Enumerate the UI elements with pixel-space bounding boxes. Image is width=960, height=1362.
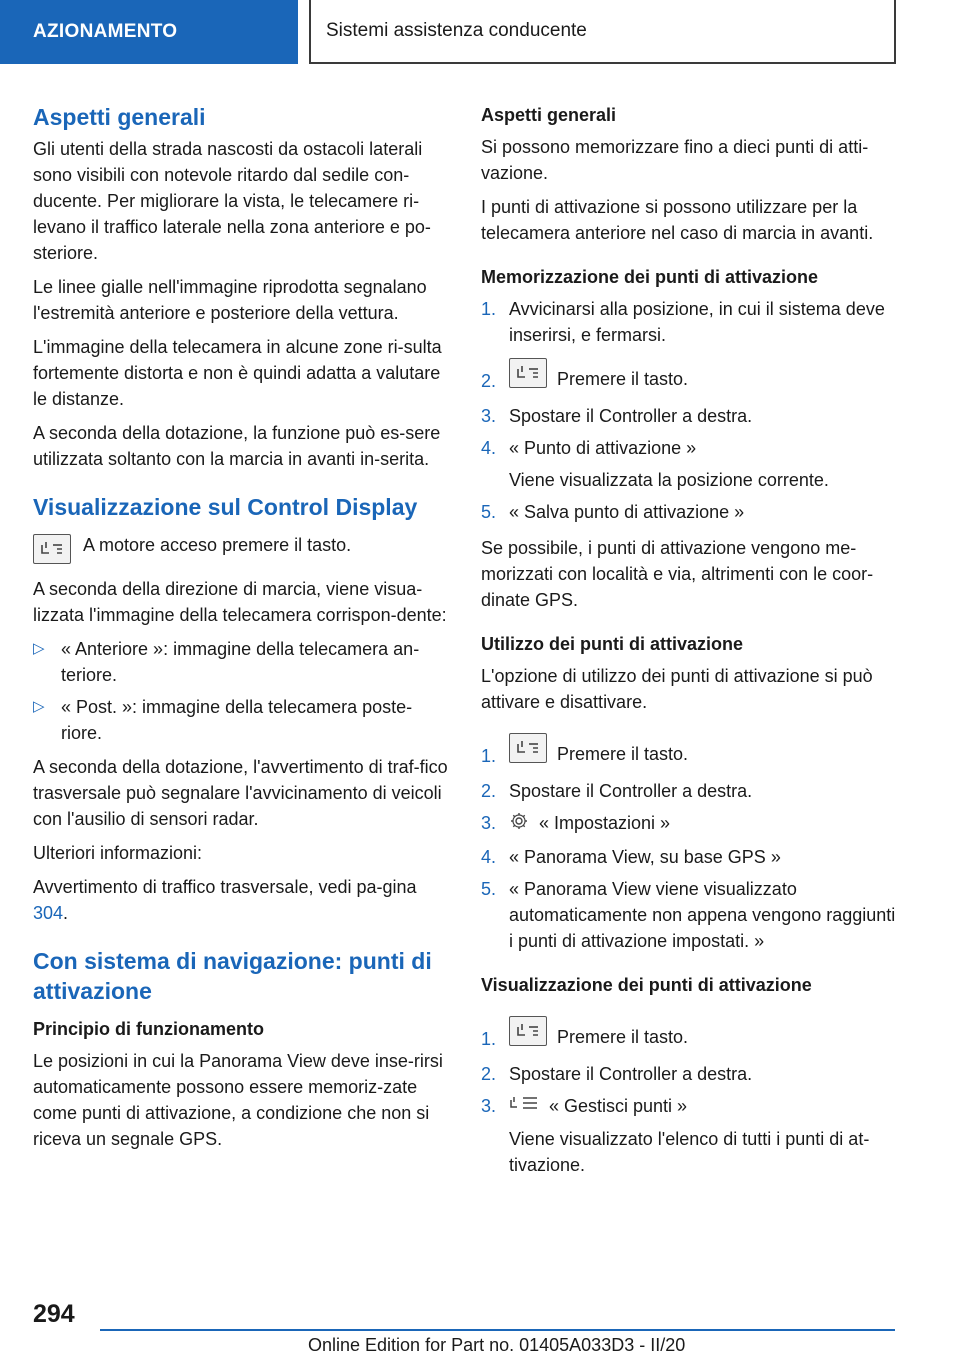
- list-item: ▷ « Anteriore »: immagine della telecamera an-teriore.: [33, 636, 449, 688]
- paragraph: I punti di attivazione si possono utilizzare per la telecamera anteriore nel caso di marcia in avanti.: [481, 197, 874, 243]
- heading-store-points: Memorizzazione dei punti di attivazione: [481, 267, 819, 287]
- header-section-tab: [0, 0, 298, 64]
- camera-button-icon: [509, 733, 547, 763]
- footer-edition: Online Edition for Part no. 01405A033D3 - II/20: [308, 1335, 686, 1355]
- step-item: 2. Spostare il Controller a destra.: [481, 1063, 753, 1084]
- step-item: 4. « Punto di attivazione » Viene visualizzata la posizione corrente.: [481, 438, 829, 490]
- header-chapter-label: Sistemi assistenza conducente: [326, 20, 587, 41]
- camera-button-icon: [509, 1016, 547, 1046]
- step-item: 5. « Panorama View viene visualizzato automaticamente non appena vengono raggiunti i punti di attivazione impostati. »: [481, 878, 896, 951]
- step-item: 2. Spostare il Controller a destra.: [481, 781, 753, 801]
- heading-control-display: Visualizzazione sul Control Display: [33, 494, 418, 520]
- camera-list-icon: [509, 1094, 539, 1120]
- step-item: 1. Avvicinarsi alla posizione, in cui il sistema deve inserirsi, e fermarsi.: [481, 299, 885, 345]
- use-steps-list: [481, 733, 897, 954]
- paragraph: Le posizioni in cui la Panorama View deve inse-rirsi automaticamente possono essere memoriz-zate come punti di attivazione, a condizione che non si riceva un segnale GPS.: [33, 1051, 443, 1149]
- paragraph: A seconda della direzione di marcia, viene visua-lizzata l'immagine della telecamera corrispon-dente:: [33, 579, 447, 625]
- triangle-bullet-icon: ▷: [33, 698, 45, 715]
- heading-general-right: Aspetti generali: [481, 105, 617, 125]
- header-section-label: AZIONAMENTO: [33, 21, 178, 42]
- footer-divider: [100, 1329, 895, 1331]
- button-instruction-text: A motore acceso premere il tasto.: [83, 535, 352, 555]
- paragraph: Se possibile, i punti di attivazione vengono me-morizzati con località e via, altrimenti con le coor-dinate GPS.: [481, 538, 874, 610]
- heading-general: Aspetti generali: [33, 104, 206, 130]
- paragraph: Si possono memorizzare fino a dieci punti di atti-vazione.: [481, 137, 869, 183]
- camera-button-icon: [509, 358, 547, 388]
- heading-use-points: Utilizzo dei punti di attivazione: [481, 634, 744, 654]
- paragraph: A seconda della dotazione, la funzione può es-sere utilizzata soltanto con la marcia in avanti in-serita.: [33, 423, 441, 469]
- list-item: ▷ « Post. »: immagine della telecamera poste-riore.: [33, 694, 449, 746]
- paragraph: Gli utenti della strada nascosti da ostacoli laterali sono visibili con notevole ritardo dal sedile con-ducente. Per migliorare la vista, le telecamere ri-levano il traffico laterale nella zona anteriore e po-steriore.: [33, 139, 431, 263]
- right-column: [481, 102, 897, 1188]
- step-item: 4. « Panorama View, su base GPS »: [481, 846, 781, 867]
- store-steps-list: [481, 296, 897, 525]
- paragraph: Ulteriori informazioni:: [33, 843, 203, 863]
- heading-navigation-points: Con sistema di navigazione: punti di attivazione: [33, 948, 432, 1004]
- paragraph-with-reference: Avvertimento di traffico trasversale, vedi pa-gina 304.: [33, 877, 417, 923]
- heading-principle: Principio di funzionamento: [33, 1019, 264, 1039]
- camera-button-icon: [33, 534, 71, 564]
- step-item: 1. Premere il tasto.: [481, 1016, 897, 1053]
- camera-options-list: [33, 636, 449, 746]
- paragraph: A seconda della dotazione, l'avvertimento di traf-fico trasversale può segnalare l'avvicinamento di veicoli con l'ausilio di sensori radar.: [33, 757, 448, 829]
- page-number: 294: [33, 1300, 75, 1328]
- paragraph: Le linee gialle nell'immagine riprodotta segnalano l'estremità anteriore e posteriore della vettura.: [33, 277, 427, 323]
- page-reference-link[interactable]: 304: [33, 903, 64, 923]
- triangle-bullet-icon: ▷: [33, 640, 45, 657]
- button-instruction: [33, 532, 449, 564]
- show-steps-list: [481, 1016, 897, 1178]
- step-item: 5. « Salva punto di attivazione »: [481, 502, 745, 522]
- heading-show-points: Visualizzazione dei punti di attivazione: [481, 974, 812, 995]
- paragraph: L'immagine della telecamera in alcune zone ri-sulta fortemente distorta e non è quindi adatta a valutare le distanze.: [33, 337, 442, 409]
- step-item: 2. Premere il tasto.: [481, 358, 897, 395]
- step-item: 3. « Impostazioni »: [481, 810, 897, 838]
- header-chapter: [309, 0, 896, 64]
- left-column: [33, 102, 449, 1160]
- paragraph: L'opzione di utilizzo dei punti di attivazione si può attivare e disattivare.: [481, 666, 873, 712]
- gear-icon: [509, 811, 529, 838]
- step-item: 3. Spostare il Controller a destra.: [481, 406, 753, 426]
- step-item: 1. Premere il tasto.: [481, 733, 897, 770]
- step-item: 3. « Gestisci punti » Viene visualizzato l'elenco di tutti i punti di at-tivazione.: [481, 1095, 870, 1175]
